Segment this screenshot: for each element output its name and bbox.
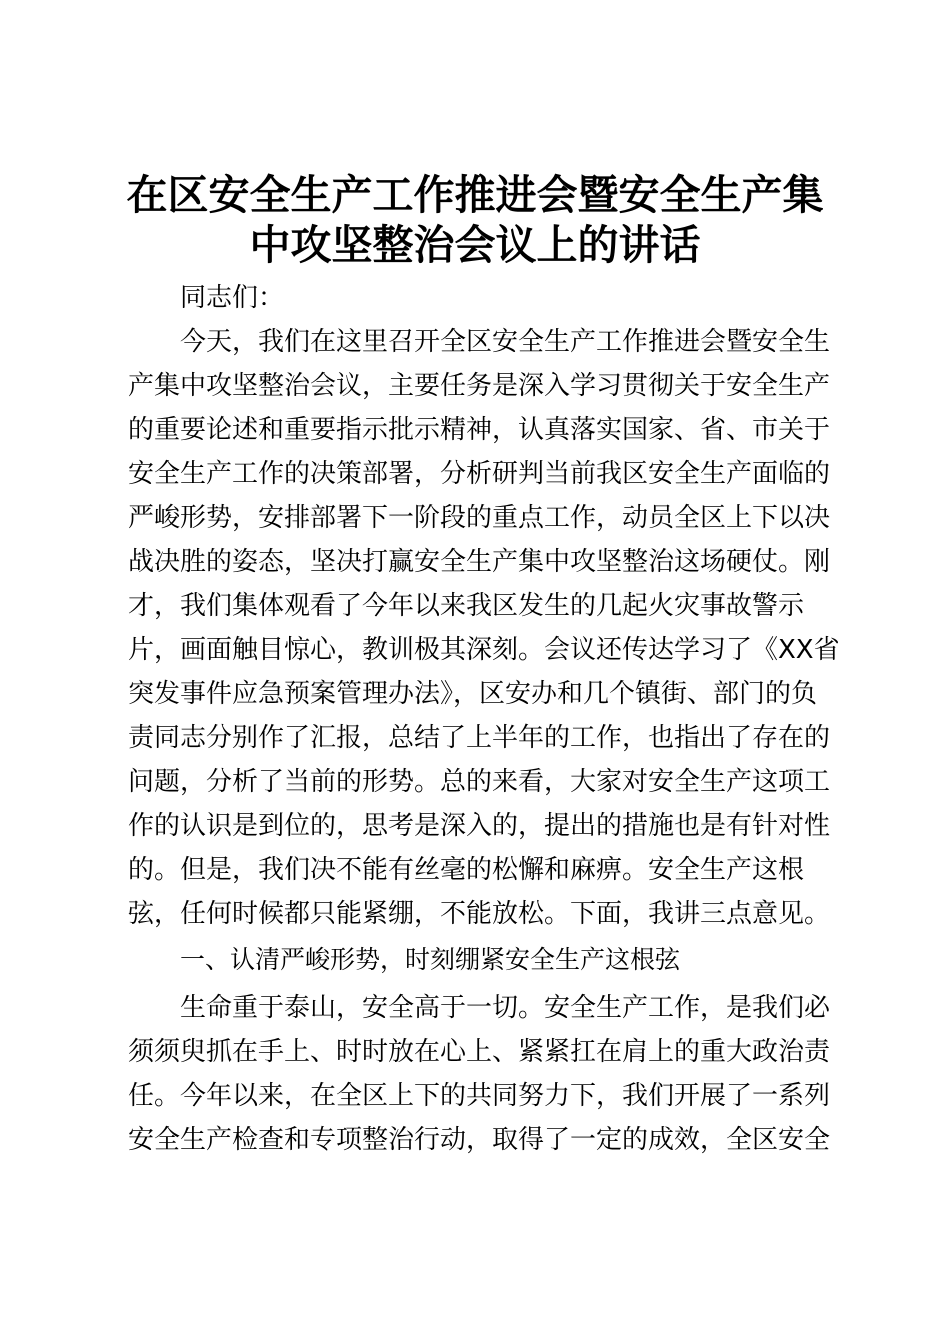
paragraph1-line-7: 才，我们集体观看了今年以来我区发生的几起火灾事故警示: [128, 591, 805, 621]
paragraph1-line-14: 弦，任何时候都只能紧绷，不能放松。下面，我讲三点意见。: [128, 899, 831, 929]
document-title-line-2: 中攻坚整治会议上的讲话: [249, 221, 701, 269]
paragraph1-line-11: 问题，分析了当前的形势。总的来看，大家对安全生产这项工: [128, 767, 831, 797]
document-title-line-1: 在区安全生产工作推进会暨安全生产集: [126, 171, 824, 219]
paragraph1-line-10: 责同志分别作了汇报，总结了上半年的工作，也指出了存在的: [128, 723, 831, 753]
paragraph1-line-5: 严峻形势，安排部署下一阶段的重点工作，动员全区上下以决: [128, 503, 831, 533]
paragraph2-line-4: 安全生产检查和专项整治行动，取得了一定的成效，全区安全: [128, 1125, 831, 1155]
paragraph2-line-3: 任。今年以来，在全区上下的共同努力下，我们开展了一系列: [128, 1081, 831, 1111]
paragraph1-line-13: 的。但是，我们决不能有丝毫的松懈和麻痹。安全生产这根: [128, 855, 805, 885]
paragraph1-line-8: 片，画面触目惊心，教训极其深刻。会议还传达学习了《XX省: [128, 635, 840, 665]
paragraph1-line-2: 产集中攻坚整治会议，主要任务是深入学习贯彻关于安全生产: [128, 371, 831, 401]
paragraph1-line-9: 突发事件应急预案管理办法》，区安办和几个镇街、部门的负: [128, 679, 818, 709]
greeting: 同志们：: [180, 283, 285, 313]
paragraph1-line-4: 安全生产工作的决策部署，分析研判当前我区安全生产面临的: [128, 459, 831, 489]
paragraph1-line-3: 的重要论述和重要指示批示精神，认真落实国家、省、市关于: [128, 415, 831, 445]
paragraph2-line-1: 生命重于泰山，安全高于一切。安全生产工作，是我们必: [180, 993, 831, 1023]
paragraph2-line-2: 须须臾抓在手上、时时放在心上、紧紧扛在肩上的重大政治责: [128, 1037, 831, 1067]
paragraph1-line-1: 今天，我们在这里召开全区安全生产工作推进会暨安全生: [180, 327, 831, 357]
section1-heading: 一、认清严峻形势，时刻绷紧安全生产这根弦: [180, 945, 681, 974]
paragraph1-line-6: 战决胜的姿态，坚决打赢安全生产集中攻坚整治这场硬仗。刚: [128, 547, 831, 577]
paragraph1-line-12: 作的认识是到位的，思考是深入的，提出的措施也是有针对性: [128, 811, 831, 841]
